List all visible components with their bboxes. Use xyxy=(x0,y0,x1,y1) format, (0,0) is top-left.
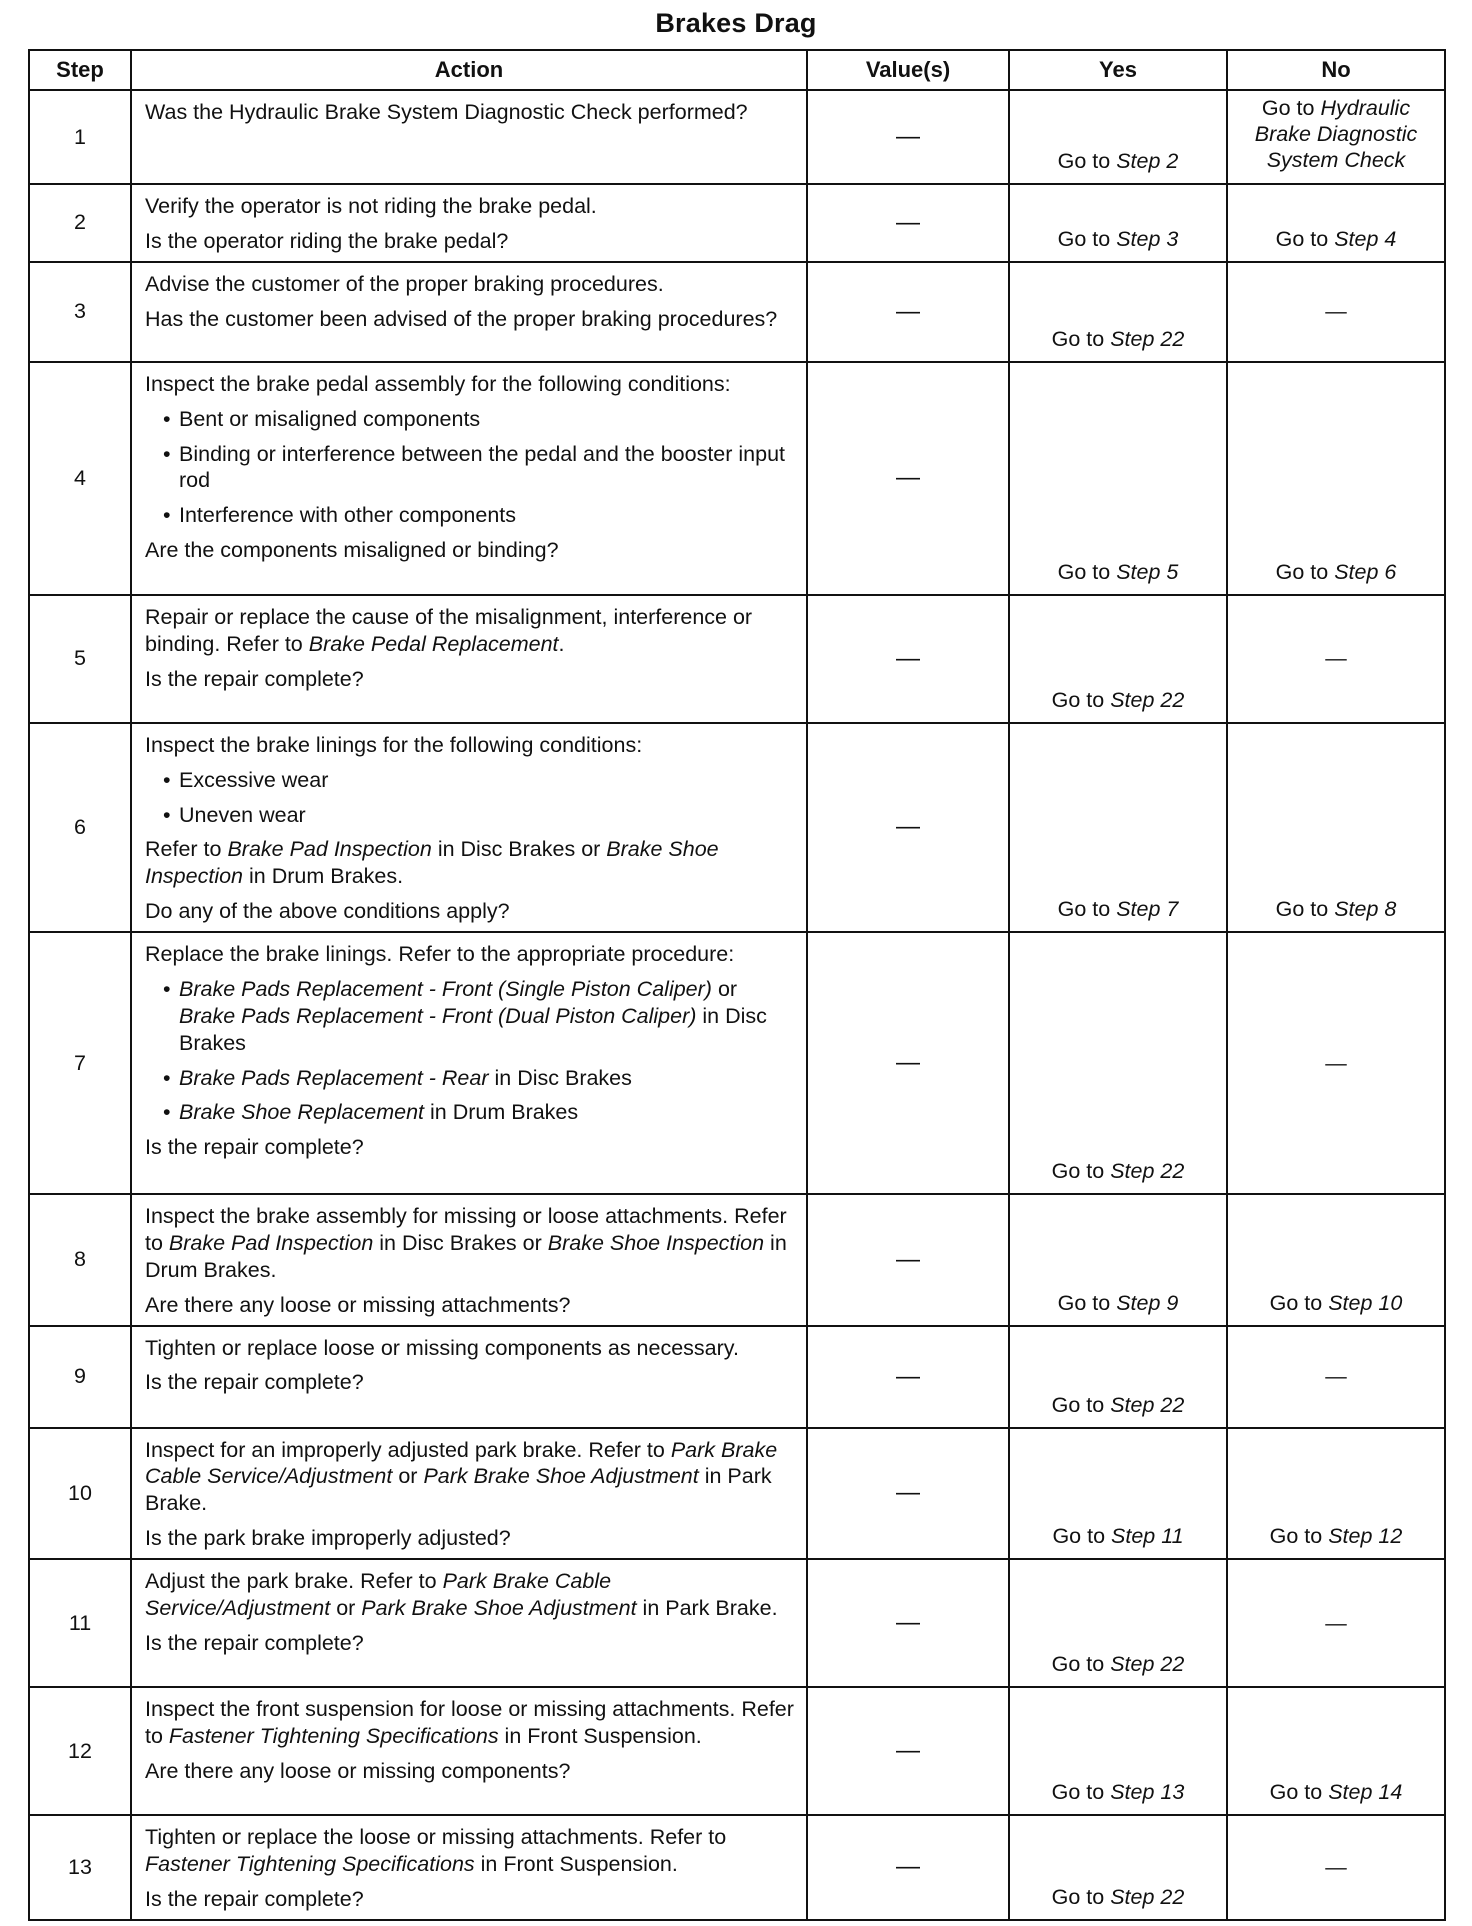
no-cell xyxy=(1227,1428,1445,1560)
reference-text: Park Brake Cable Service/Adjustment xyxy=(145,1569,612,1620)
text-run: in Disc Brakes xyxy=(179,1003,767,1055)
step-number: 4 xyxy=(29,362,131,595)
table-row xyxy=(29,184,1445,262)
action-cell xyxy=(131,184,807,262)
action-paragraph xyxy=(145,732,796,759)
text-run: Go to xyxy=(1057,1290,1117,1315)
reference-text: Step 22 xyxy=(1110,1159,1185,1184)
no-cell xyxy=(1227,362,1445,595)
action-cell xyxy=(131,932,807,1194)
yes-cell xyxy=(1009,1687,1227,1815)
table-row xyxy=(29,1687,1445,1815)
text-run: in Disc Brakes xyxy=(488,1065,632,1090)
table-row xyxy=(29,595,1445,723)
text-run: — xyxy=(1325,1050,1347,1075)
no-cell xyxy=(1227,1559,1445,1687)
text-run: Uneven wear xyxy=(179,802,306,827)
header-step: Step xyxy=(29,50,131,90)
action-cell xyxy=(131,1428,807,1560)
reference-text: Step 5 xyxy=(1116,559,1179,584)
table-row xyxy=(29,1194,1445,1326)
text-run: Go to xyxy=(1051,1652,1111,1677)
diagnostic-table xyxy=(28,49,1446,1921)
action-paragraph xyxy=(145,604,796,658)
table-row xyxy=(29,1428,1445,1560)
yes-cell xyxy=(1009,1815,1227,1920)
reference-text: Park Brake Shoe Adjustment xyxy=(423,1464,699,1489)
action-cell xyxy=(131,1559,807,1687)
bullet-list xyxy=(145,976,796,1126)
text-run: in Disc Brakes or xyxy=(373,1230,548,1255)
action-paragraph xyxy=(145,1203,796,1284)
reference-text: Fastener Tightening Specifications xyxy=(145,1851,475,1876)
action-paragraph xyxy=(145,941,796,968)
text-run: Go to xyxy=(1051,326,1111,351)
yes-cell xyxy=(1009,362,1227,595)
yes-cell xyxy=(1009,1428,1227,1560)
step-number: 8 xyxy=(29,1194,131,1326)
value-cell: — xyxy=(807,1326,1009,1428)
value-cell: — xyxy=(807,932,1009,1194)
text-run: Refer to xyxy=(145,837,228,862)
action-paragraph xyxy=(145,898,796,925)
text-run: Replace the brake linings. Refer to the appropriate procedure: xyxy=(145,942,735,966)
action-paragraph xyxy=(145,1758,796,1785)
text-run: Bent or misaligned components xyxy=(179,406,481,431)
reference-text: Fastener Tightening Specifications xyxy=(168,1723,499,1748)
text-run: Is the park brake improperly adjusted? xyxy=(145,1526,511,1551)
action-cell xyxy=(131,1194,807,1326)
table-row xyxy=(29,723,1445,932)
yes-cell xyxy=(1009,1559,1227,1687)
action-paragraph xyxy=(145,193,796,220)
text-run: — xyxy=(1325,1854,1347,1879)
reference-text: Step 12 xyxy=(1328,1524,1403,1549)
table-row xyxy=(29,1815,1445,1920)
yes-cell xyxy=(1009,90,1227,184)
text-run: Binding or interference between the pedal and the booster input rod xyxy=(179,441,786,493)
action-paragraph xyxy=(145,836,796,890)
text-run: Was the Hydraulic Brake System Diagnostic Check performed? xyxy=(145,100,748,124)
step-number: 5 xyxy=(29,595,131,723)
value-cell: — xyxy=(807,1428,1009,1560)
yes-cell xyxy=(1009,595,1227,723)
no-cell xyxy=(1227,1815,1445,1920)
text-run: Repair or replace the cause of the misalignment, interference or binding. Refer to xyxy=(145,604,753,656)
yes-cell xyxy=(1009,262,1227,362)
reference-text: Step 4 xyxy=(1334,226,1397,251)
text-run: Is the repair complete? xyxy=(145,666,364,691)
reference-text: Brake Pad Inspection xyxy=(168,1230,374,1255)
text-run: Go to xyxy=(1051,1884,1111,1909)
action-paragraph xyxy=(145,537,796,564)
value-cell: — xyxy=(807,90,1009,184)
step-number: 9 xyxy=(29,1326,131,1428)
text-run: Inspect the brake assembly for missing or loose attachments. Refer to xyxy=(145,1204,787,1255)
table-row xyxy=(29,90,1445,184)
no-cell xyxy=(1227,262,1445,362)
text-run: Is the repair complete? xyxy=(145,1370,364,1395)
text-run: or xyxy=(392,1464,424,1489)
no-cell xyxy=(1227,1687,1445,1815)
text-run: Advise the customer of the proper braking procedures. xyxy=(145,271,664,296)
text-run: Go to xyxy=(1051,687,1111,712)
step-number: 12 xyxy=(29,1687,131,1815)
no-cell xyxy=(1227,90,1445,184)
yes-cell xyxy=(1009,1326,1227,1428)
action-cell xyxy=(131,595,807,723)
text-run: Tighten or replace the loose or missing attachments. Refer to xyxy=(145,1825,727,1849)
text-run: Go to xyxy=(1269,1780,1329,1805)
text-run: Go to xyxy=(1057,149,1117,174)
text-run: Go to xyxy=(1057,226,1117,251)
action-paragraph xyxy=(145,1525,796,1552)
yes-cell xyxy=(1009,723,1227,932)
reference-text: Step 3 xyxy=(1116,226,1179,251)
text-run: Go to xyxy=(1051,1159,1111,1184)
action-paragraph xyxy=(145,271,796,298)
reference-text: Hydraulic Brake Diagnostic System Check xyxy=(1254,96,1418,172)
text-run: Inspect the front suspension for loose or missing attachments. Refer to xyxy=(145,1697,794,1748)
header-yes: Yes xyxy=(1009,50,1227,90)
reference-text: Step 7 xyxy=(1116,897,1179,922)
text-run: Inspect the brake pedal assembly for the following conditions: xyxy=(145,371,731,396)
no-cell xyxy=(1227,595,1445,723)
reference-text: Step 10 xyxy=(1328,1290,1403,1315)
action-paragraph xyxy=(145,228,796,255)
reference-text: Brake Pedal Replacement xyxy=(308,631,559,656)
reference-text: Brake Pads Replacement - Front (Single Piston Caliper) xyxy=(179,976,712,1001)
value-cell: — xyxy=(807,1815,1009,1920)
table-row xyxy=(29,362,1445,595)
value-cell: — xyxy=(807,262,1009,362)
reference-text: Step 22 xyxy=(1110,687,1185,712)
list-item xyxy=(179,1099,796,1126)
step-number: 7 xyxy=(29,932,131,1194)
text-run: Go to xyxy=(1051,1392,1111,1417)
action-paragraph xyxy=(145,1134,796,1161)
bullet-list xyxy=(145,406,796,530)
action-cell xyxy=(131,1687,807,1815)
step-number: 1 xyxy=(29,90,131,184)
text-run: Inspect for an improperly adjusted park brake. Refer to xyxy=(145,1437,671,1462)
reference-text: Step 22 xyxy=(1110,1392,1185,1417)
text-run: in Park Brake. xyxy=(145,1464,772,1516)
value-cell: — xyxy=(807,1687,1009,1815)
step-number: 6 xyxy=(29,723,131,932)
action-cell xyxy=(131,262,807,362)
reference-text: Brake Shoe Replacement xyxy=(179,1100,425,1125)
reference-text: Park Brake Shoe Adjustment xyxy=(361,1595,637,1620)
reference-text: Step 9 xyxy=(1116,1290,1179,1315)
reference-text: Step 22 xyxy=(1110,1652,1185,1677)
text-run: Interference with other components xyxy=(179,503,517,528)
text-run: Is the repair complete? xyxy=(145,1630,364,1655)
reference-text: Step 22 xyxy=(1110,1884,1185,1909)
text-run: — xyxy=(1325,299,1347,324)
text-run: in Front Suspension. xyxy=(498,1723,702,1748)
text-run: in Drum Brakes. xyxy=(145,1230,787,1282)
text-run: Tighten or replace loose or missing components as necessary. xyxy=(145,1335,739,1360)
no-cell xyxy=(1227,1194,1445,1326)
text-run: in Drum Brakes xyxy=(424,1100,579,1125)
action-paragraph xyxy=(145,1696,796,1750)
no-cell xyxy=(1227,1326,1445,1428)
reference-text: Brake Pads Replacement - Front (Dual Piston Caliper) xyxy=(179,1003,697,1028)
list-item xyxy=(179,976,796,1057)
list-item xyxy=(179,802,796,829)
reference-text: Step 2 xyxy=(1116,149,1179,174)
value-cell: — xyxy=(807,184,1009,262)
no-cell xyxy=(1227,932,1445,1194)
text-run: Excessive wear xyxy=(179,767,329,792)
list-item xyxy=(179,502,796,529)
text-run: Is the repair complete? xyxy=(145,1135,364,1160)
action-paragraph xyxy=(145,1335,796,1362)
action-paragraph xyxy=(145,1292,796,1319)
reference-text: Step 8 xyxy=(1334,897,1397,922)
text-run: . xyxy=(558,631,565,656)
text-run: — xyxy=(1325,646,1347,671)
yes-cell xyxy=(1009,932,1227,1194)
header-no: No xyxy=(1227,50,1445,90)
text-run: Go to xyxy=(1275,226,1335,251)
reference-text: Brake Pad Inspection xyxy=(227,837,432,862)
list-item xyxy=(179,1065,796,1092)
reference-text: Park Brake Cable Service/Adjustment xyxy=(145,1437,778,1489)
text-run: — xyxy=(1325,1364,1347,1389)
step-number: 2 xyxy=(29,184,131,262)
text-run: Go to xyxy=(1261,96,1321,120)
page-title: Brakes Drag xyxy=(655,8,817,38)
action-cell xyxy=(131,1815,807,1920)
action-paragraph xyxy=(145,306,796,333)
value-cell: — xyxy=(807,723,1009,932)
reference-text: Brake Pads Replacement - Rear xyxy=(179,1065,489,1090)
action-paragraph xyxy=(145,1568,796,1622)
table-body xyxy=(29,90,1445,1920)
text-run: Adjust the park brake. Refer to xyxy=(145,1569,443,1593)
action-paragraph xyxy=(145,371,796,398)
action-cell xyxy=(131,362,807,595)
value-cell: — xyxy=(807,595,1009,723)
reference-text: Step 6 xyxy=(1334,559,1397,584)
bullet-list xyxy=(145,767,796,829)
reference-text: Step 13 xyxy=(1110,1780,1185,1805)
text-run: Are the components misaligned or binding? xyxy=(145,538,559,563)
table-row xyxy=(29,1559,1445,1687)
text-run: Go to xyxy=(1057,559,1117,584)
text-run: Go to xyxy=(1269,1524,1329,1549)
table-row xyxy=(29,1326,1445,1428)
text-run: Go to xyxy=(1057,897,1117,922)
yes-cell xyxy=(1009,1194,1227,1326)
text-run: Do any of the above conditions apply? xyxy=(145,899,510,924)
action-paragraph xyxy=(145,1886,796,1913)
text-run: or xyxy=(330,1595,362,1620)
text-run: Is the repair complete? xyxy=(145,1886,364,1911)
value-cell: — xyxy=(807,362,1009,595)
header-values: Value(s) xyxy=(807,50,1009,90)
text-run: Go to xyxy=(1275,559,1335,584)
action-cell xyxy=(131,1326,807,1428)
table-header-row xyxy=(29,50,1445,90)
action-paragraph xyxy=(145,1437,796,1518)
value-cell: — xyxy=(807,1559,1009,1687)
table-row xyxy=(29,932,1445,1194)
header-action: Action xyxy=(131,50,807,90)
step-number: 11 xyxy=(29,1559,131,1687)
action-cell xyxy=(131,90,807,184)
step-number: 13 xyxy=(29,1815,131,1920)
action-paragraph xyxy=(145,99,796,126)
text-run: Are there any loose or missing components? xyxy=(145,1758,571,1783)
reference-text: Brake Shoe Inspection xyxy=(145,837,719,889)
value-cell: — xyxy=(807,1194,1009,1326)
yes-cell xyxy=(1009,184,1227,262)
text-run: — xyxy=(1325,1610,1347,1635)
step-number: 3 xyxy=(29,262,131,362)
list-item xyxy=(179,441,796,495)
action-cell xyxy=(131,723,807,932)
text-run: Verify the operator is not riding the brake pedal. xyxy=(145,194,597,218)
text-run: Go to xyxy=(1052,1524,1112,1549)
reference-text: Step 14 xyxy=(1328,1780,1403,1805)
action-paragraph xyxy=(145,1369,796,1396)
no-cell xyxy=(1227,723,1445,932)
text-run: in Park Brake. xyxy=(636,1595,778,1620)
text-run: Inspect the brake linings for the following conditions: xyxy=(145,732,643,757)
text-run: Go to xyxy=(1269,1290,1329,1315)
list-item xyxy=(179,767,796,794)
text-run: Go to xyxy=(1051,1780,1111,1805)
no-cell xyxy=(1227,184,1445,262)
action-paragraph xyxy=(145,1824,796,1878)
reference-text: Step 11 xyxy=(1111,1524,1184,1549)
text-run: Has the customer been advised of the proper braking procedures? xyxy=(145,306,778,331)
reference-text: Brake Shoe Inspection xyxy=(547,1230,765,1255)
list-item xyxy=(179,406,796,433)
action-paragraph xyxy=(145,1630,796,1657)
reference-text: Step 22 xyxy=(1110,326,1185,351)
table-row xyxy=(29,262,1445,362)
text-run: Is the operator riding the brake pedal? xyxy=(145,228,509,253)
text-run: in Disc Brakes or xyxy=(431,837,607,862)
text-run: in Drum Brakes. xyxy=(243,864,404,889)
step-number: 10 xyxy=(29,1428,131,1560)
text-run: or xyxy=(711,976,738,1001)
text-run: Go to xyxy=(1275,897,1335,922)
text-run: in Front Suspension. xyxy=(474,1851,678,1876)
text-run: Are there any loose or missing attachments? xyxy=(145,1292,571,1317)
action-paragraph xyxy=(145,666,796,693)
